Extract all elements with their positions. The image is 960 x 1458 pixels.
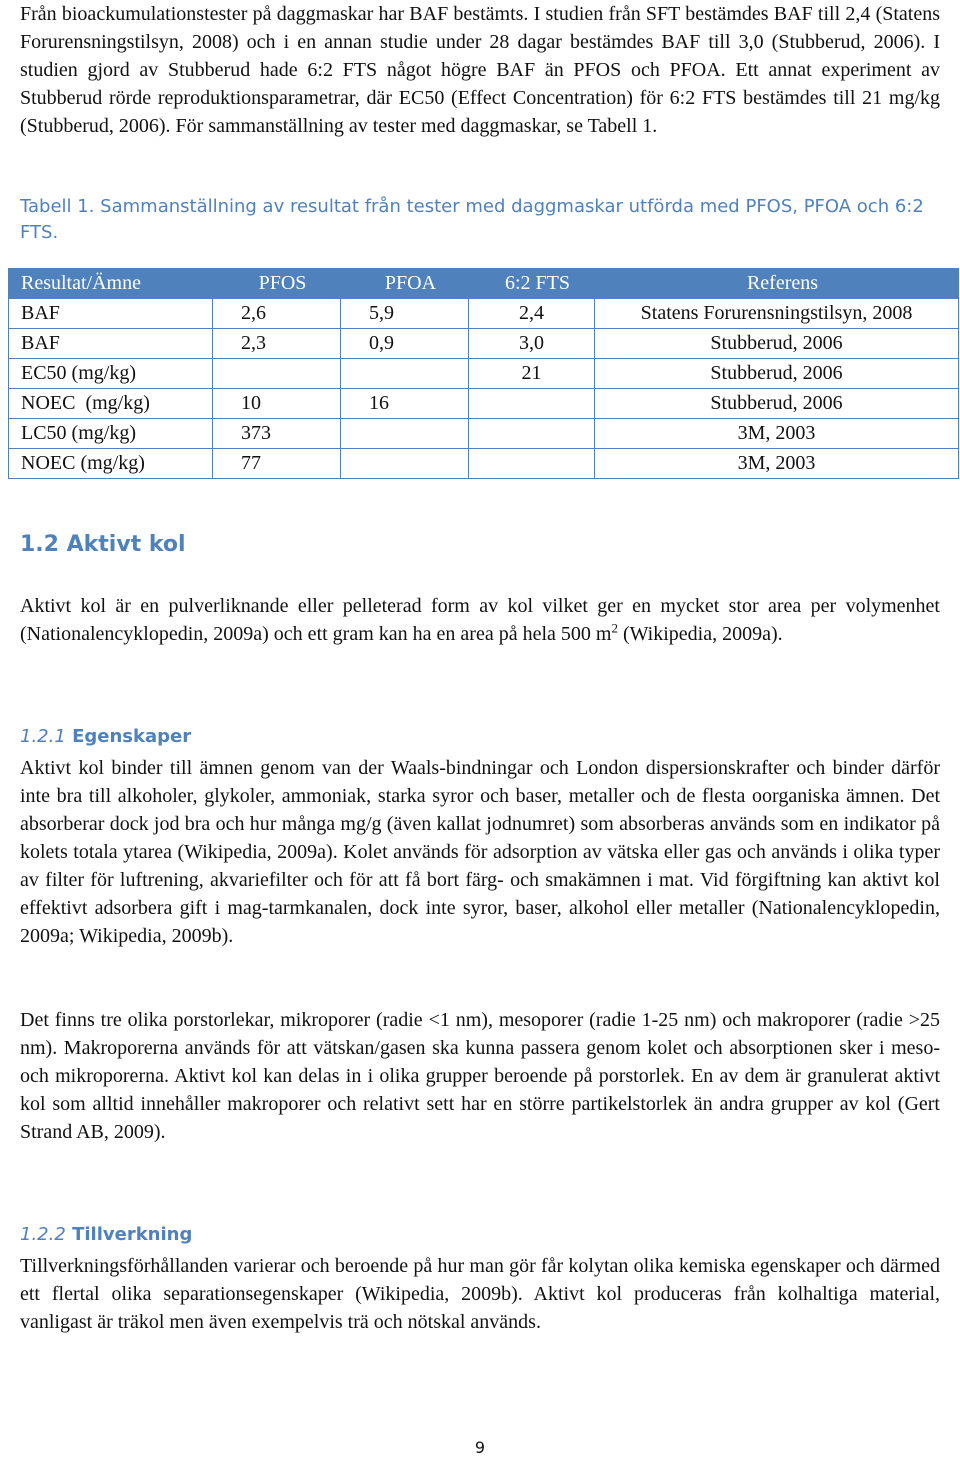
cell-fts [469, 419, 595, 449]
header-fts: 6:2 FTS [469, 269, 595, 299]
cell-fts: 21 [469, 359, 595, 389]
cell-fts: 2,4 [469, 299, 595, 329]
aktivt-kol-text-end: (Wikipedia, 2009a). [617, 623, 783, 645]
cell-pfos: 10 [213, 389, 341, 419]
cell-referens: Stubberud, 2006 [595, 389, 959, 419]
cell-fts [469, 389, 595, 419]
header-pfoa: PFOA [341, 269, 469, 299]
aktivt-kol-text: Aktivt kol är en pulverliknande eller pelleterad form av kol vilket ger en mycket stor area per volymenhet (Nationalencyklopedin, 2009a) och ett gram kan ha en area på hela 500 m [20, 595, 940, 645]
cell-pfoa: 0,9 [341, 329, 469, 359]
table-caption: Tabell 1. Sammanställning av resultat från tester med daggmaskar utförda med PFOS, PFOA och 6:2 FTS. [20, 196, 924, 243]
table-row [9, 419, 959, 449]
header-referens: Referens [595, 269, 959, 299]
subsection-number: 1.2.2 [20, 1224, 66, 1245]
subsection-title: Tillverkning [72, 1224, 193, 1245]
cell-fts: 3,0 [469, 329, 595, 359]
results-table [8, 268, 959, 479]
table-row [9, 389, 959, 419]
cell-pfoa: 16 [341, 389, 469, 419]
table-row [9, 329, 959, 359]
section-heading-aktivt-kol: 1.2 Aktivt kol [20, 532, 186, 557]
egenskaper-paragraph-2: Det finns tre olika porstorlekar, mikroporer (radie <1 nm), mesoporer (radie 1-25 nm) och makroporer (radie >25 nm). Makroporerna används för att vätskan/gasen ska kunna passera genom kolet och absorptionen sker i meso- och mikroporerna. Aktivt kol kan delas in i olika grupper beroende på porstorlek. En av dem är granulerat aktivt kol som alltid innehåller makroporer och relativt sett har en större partikelstorlek än andra grupper av kol (Gert Strand AB, 2009). [20, 1009, 940, 1143]
table-row [9, 449, 959, 479]
table-header-row [9, 269, 959, 299]
cell-pfoa [341, 419, 469, 449]
cell-referens: 3M, 2003 [595, 449, 959, 479]
subsection-number: 1.2.1 [20, 726, 66, 747]
cell-resultat: LC50 (mg/kg) [9, 419, 213, 449]
header-pfos: PFOS [213, 269, 341, 299]
egenskaper-paragraph-1: Aktivt kol binder till ämnen genom van der Waals-bindningar och London dispersionskrafter och binder därför inte bra till alkoholer, glykoler, ammoniak, starka syror och baser, metaller och de flesta oorganiska ämnen. Det absorberar dock jod bra och hur många mg/g (även kallat jodnumret) som absorberas används som en indikator på kolets totala ytarea (Wikipedia, 2009a). Kolet används för adsorption av vätska eller gas och används i olika typer av filter för luftrening, akvariefilter och för att få bort färg- och smakämnen i mat. Vid förgiftning kan aktivt kol effektivt adsorbera gift i mag-tarmkanalen, dock inte syror, baser, alkohol eller metaller (Nationalencyklopedin, 2009a; Wikipedia, 2009b). [20, 757, 940, 947]
cell-pfos: 2,6 [213, 299, 341, 329]
cell-referens: Stubberud, 2006 [595, 359, 959, 389]
cell-referens: Stubberud, 2006 [595, 329, 959, 359]
cell-pfos [213, 359, 341, 389]
tillverkning-paragraph: Tillverkningsförhållanden varierar och beroende på hur man gör får kolytan olika kemiska egenskaper och därmed ett flertal olika separationsegenskaper (Wikipedia, 2009b). Aktivt kol produceras från kolhaltiga material, vanligast är träkol men även exempelvis trä och nötskal används. [20, 1255, 940, 1333]
cell-referens: Statens Forurensningstilsyn, 2008 [595, 299, 959, 329]
cell-resultat: BAF [9, 329, 213, 359]
cell-pfos: 77 [213, 449, 341, 479]
page-number: 9 [474, 1438, 486, 1457]
cell-resultat: EC50 (mg/kg) [9, 359, 213, 389]
subsection-heading-tillverkning [20, 1222, 192, 1248]
cell-pfoa [341, 359, 469, 389]
cell-resultat: BAF [9, 299, 213, 329]
cell-pfoa [341, 449, 469, 479]
cell-resultat: NOEC (mg/kg) [9, 389, 213, 419]
table-row [9, 299, 959, 329]
header-resultat: Resultat/Ämne [9, 269, 213, 299]
aktivt-kol-paragraph [20, 592, 940, 648]
cell-pfos: 373 [213, 419, 341, 449]
subsection-title: Egenskaper [72, 726, 192, 747]
table-row [9, 359, 959, 389]
cell-pfos: 2,3 [213, 329, 341, 359]
cell-fts [469, 449, 595, 479]
cell-resultat: NOEC (mg/kg) [9, 449, 213, 479]
cell-referens: 3M, 2003 [595, 419, 959, 449]
subsection-heading-egenskaper [20, 724, 191, 750]
intro-paragraph: Från bioackumulationstester på daggmaskar har BAF bestämts. I studien från SFT bestämdes BAF till 2,4 (Statens Forurensningstilsyn, 2008) och i en annan studie under 28 dagar bestämdes BAF till 3,0 (Stubberud, 2006). I studien gjord av Stubberud hade 6:2 FTS något högre BAF än PFOS och PFOA. Ett annat experiment av Stubberud rörde reproduktionsparametrar, där EC50 (Effect Concentration) för 6:2 FTS bestämdes till 21 mg/kg (Stubberud, 2006). För sammanställning av tester med daggmaskar, se Tabell 1. [20, 3, 940, 137]
cell-pfoa: 5,9 [341, 299, 469, 329]
superscript-two: 2 [611, 620, 618, 636]
